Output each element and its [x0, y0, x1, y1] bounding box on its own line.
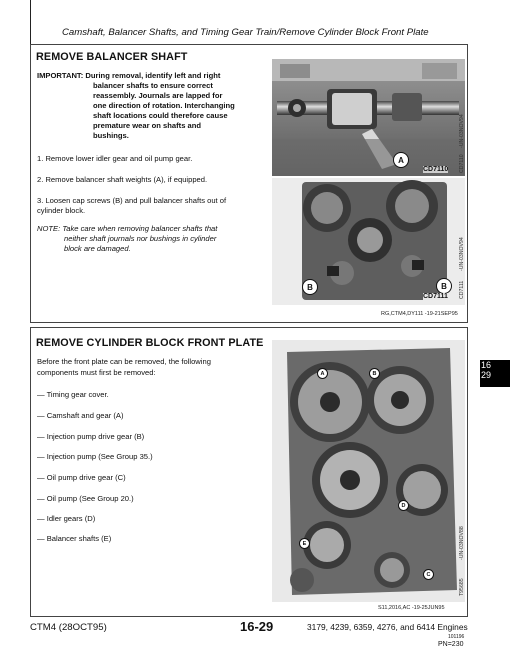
balancer-shaft-photo [272, 59, 465, 176]
list-item: — Camshaft and gear (A) [37, 411, 124, 420]
important-line-4: one direction of rotation. Interchanging [93, 101, 235, 110]
callout-b-left: B [302, 279, 318, 295]
important-line-7: bushings. [93, 131, 129, 140]
callout-a-photo1: A [393, 152, 409, 168]
top-margin-rule [30, 0, 31, 44]
tab-line-1: 16 [481, 360, 492, 370]
callout-e-photo3: E [299, 538, 310, 549]
important-line-3: reassembly. Journals are lapped for [93, 91, 223, 100]
section1-title: REMOVE BALANCER SHAFT [36, 51, 188, 63]
cap-screws-photo [272, 178, 465, 305]
list-item: — Balancer shafts (E) [37, 534, 112, 543]
intro-line-2: components must first be removed: [37, 368, 156, 377]
balancer-shaft-illustration [272, 59, 465, 176]
footer-left: CTM4 (28OCT95) [30, 622, 107, 633]
footer-right: 3179, 4239, 6359, 4276, and 6414 Engines [307, 622, 468, 632]
step-1: 1. Remove lower idler gear and oil pump gear. [37, 154, 193, 163]
section2-title: REMOVE CYLINDER BLOCK FRONT PLATE [36, 337, 264, 349]
step-3-line-2: cylinder block. [37, 206, 86, 215]
list-item: — Oil pump (See Group 20.) [37, 494, 134, 503]
list-item: — Injection pump drive gear (B) [37, 432, 145, 441]
callout-b-photo3: B [369, 368, 380, 379]
callout-a-photo3: A [317, 368, 328, 379]
callout-c-photo3: C [423, 569, 434, 580]
footer-page-number: PN=230 [438, 641, 464, 648]
photo2-code: CD7111 [423, 293, 448, 300]
note-line-3: block are damaged. [64, 244, 131, 253]
list-item: — Injection pump (See Group 35.) [37, 452, 153, 461]
list-item: — Timing gear cover. [37, 390, 109, 399]
photo2-side-code: CD7111 [459, 280, 465, 299]
important-line-5: shaft locations could therefore cause [93, 111, 228, 120]
photo1-code: CD7110 [423, 166, 449, 173]
list-item: — Idler gears (D) [37, 514, 96, 523]
tab-line-2: 29 [481, 369, 492, 380]
list-item: — Oil pump drive gear (C) [37, 473, 126, 482]
intro-line-1: Before the front plate can be removed, the following [37, 357, 211, 366]
section2-ref: S11,2016,AC -19-25JUN95 [378, 605, 445, 611]
step-3-line-1: 3. Loosen cap screws (B) and pull balancer shafts out of [37, 196, 227, 205]
section1-ref: RG,CTM4,DY111 -19-21SEP95 [381, 311, 458, 317]
callout-d-photo3: D [398, 500, 409, 511]
photo1-side-code: CD7110 [459, 154, 465, 173]
important-line-6: premature wear on shafts and [93, 121, 202, 130]
photo3-side-code: T95685 [459, 578, 465, 596]
timing-gear-photo [272, 340, 465, 602]
page-header: Camshaft, Balancer Shafts, and Timing Gear Train/Remove Cylinder Block Front Plate [62, 27, 429, 38]
footer-center: 16-29 [240, 619, 274, 634]
photo3-vertical-id: -UN-03NOV88 [459, 526, 465, 560]
important-line-1: IMPORTANT: During removal, identify left and right [37, 71, 221, 80]
section-tab [480, 360, 510, 387]
footer-small-code: 101196 [448, 634, 465, 640]
note-line-1: NOTE: Take care when removing balancer shafts that [37, 224, 218, 233]
photo2-vertical-id: -UN-03NOV94 [459, 237, 465, 271]
photo1-vertical-id: -UN-03NOV94 [459, 114, 465, 148]
timing-gear-illustration [272, 340, 465, 602]
callout-b-right: B [436, 278, 452, 294]
step-2: 2. Remove balancer shaft weights (A), if equipped. [37, 175, 208, 184]
important-line-2: balancer shafts to ensure correct [93, 81, 213, 90]
note-line-2: neither shaft journals nor bushings in cylinder [64, 234, 217, 243]
